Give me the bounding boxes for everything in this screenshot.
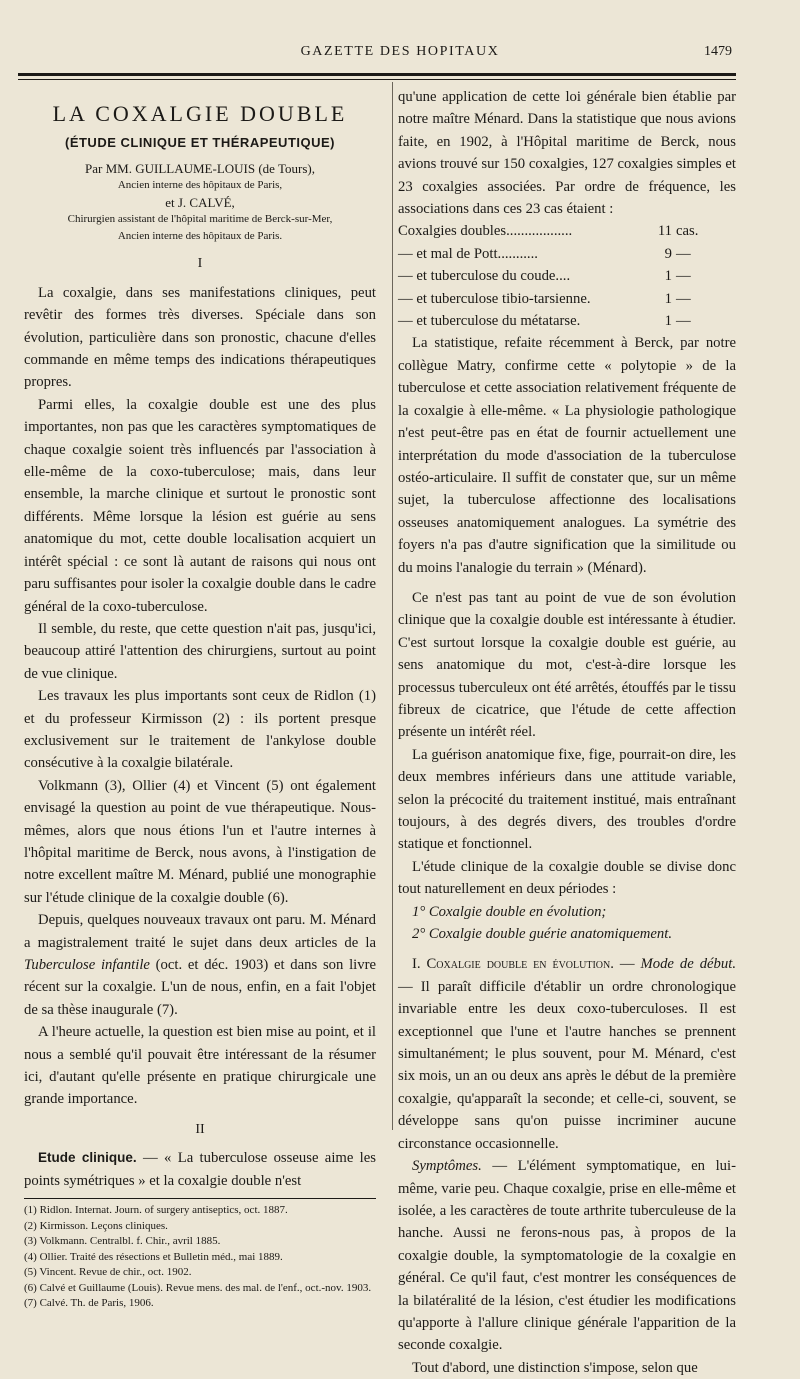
paragraph: La coxalgie, dans ses manifestations cliniques, peut revêtir des formes très diverses. Spéciale dans son évolution, particulière dans son pronostic, chacune d'elles commande en même temps des indications thérapeutiques propres. bbox=[24, 284, 376, 391]
stat-unit: cas. bbox=[676, 223, 699, 240]
section-heading-2: II bbox=[195, 1121, 205, 1137]
footnote: (1) Ridlon. Internat. Journ. of surgery antiseptics, oct. 1887. bbox=[24, 1204, 288, 1217]
header-rule-thin bbox=[18, 79, 736, 80]
spacer bbox=[398, 945, 736, 953]
authors-line: Par MM. GUILLAUME-LOUIS (de Tours), bbox=[85, 161, 315, 177]
stat-unit: — bbox=[676, 245, 691, 262]
header-rule-thick bbox=[18, 73, 736, 76]
paragraph: Parmi elles, la coxalgie double est une des plus importantes, non pas que les caractères symptomatiques de chaque coxalgie soient très influencés par l'association à elle-même de la coxo-tuberculose; mais, dans leur ensemble, la marche clinique et surtout le pronostic sont différents. Même lorsque la lésion est guérie au sens anatomique du mot, cette double localisation acquiert un intérêt spécial : ce sont là autant de raisons qui nous ont paru suffisantes pour isoler la coxalgie double dans le cadre général de la coxo-tuberculose. bbox=[24, 396, 376, 615]
text-run: (oct. et déc. 1903) et dans son livre récent sur la coxalgie. L'un de nous, enfin, en a fait l'objet de sa thèse inaugurale (7). bbox=[24, 957, 376, 1018]
byline bbox=[24, 160, 376, 245]
right-column bbox=[398, 86, 736, 1379]
stat-label: — et tuberculose du coude.... bbox=[398, 268, 571, 285]
text-run: — L'élément symptomatique, en lui-même, varie peu. Chaque coxalgie, prise en elle-même et isolée, a les caractères de toute arthrite tuberculeuse de la hanche. Aussi ne ferons-nous pas, à propos de la coxalgie double, la symptomatologie de la coxalgie en général. Ce qu'il faut, c'est montrer les conséquences de la bilatéralité de la lésion, c'est étudier les modifications qu'apporte à l'allure clinique générale l'apparition de la seconde coxalgie. bbox=[398, 1158, 736, 1354]
stat-count: 11 bbox=[657, 223, 672, 240]
stat-unit: — bbox=[676, 313, 691, 330]
statistics-table bbox=[398, 220, 714, 332]
text-run: Depuis, quelques nouveaux travaux ont paru. M. Ménard a magistralement traité le sujet dans deux articles de la bbox=[24, 912, 376, 951]
author-affiliation: Ancien interne des hôpitaux de Paris. bbox=[117, 230, 283, 243]
subheading: Symptômes. bbox=[412, 1158, 482, 1175]
footnote-rule bbox=[24, 1198, 376, 1199]
stat-unit: — bbox=[676, 290, 691, 307]
paragraph: La guérison anatomique fixe, fige, pourrait-on dire, les deux membres inférieurs dans une attitude variable, selon la précocité du traitement institué, mais entraînant toujours, à des degrés divers, des troubles d'ordre statique et fonctionnel. bbox=[398, 746, 736, 853]
paragraph: Tout d'abord, une distinction s'impose, selon que bbox=[412, 1359, 698, 1376]
subheading: Mode de début. bbox=[640, 956, 737, 973]
table-row bbox=[398, 288, 714, 310]
spacer bbox=[398, 579, 736, 587]
paragraph bbox=[398, 1155, 736, 1357]
paragraph: A l'heure actuelle, la question est bien mise au point, et il nous a semblé qu'il pouvait être intéressant de la résumer ici, d'autant qu'elle présente en pratique chirurgicale une grande importance. bbox=[24, 1024, 376, 1108]
stat-count: 1 bbox=[664, 313, 672, 330]
article-title: LA COXALGIE DOUBLE bbox=[52, 101, 348, 126]
table-row bbox=[398, 220, 714, 242]
paragraph: La statistique, refaite récemment à Berck, par notre collègue Matry, confirme cette « polytopie » de la tuberculose et cette association relativement fréquente de la coxalgie à elle-même. « La physiologie pathologique n'est peut-être pas en état de fournir actuellement une interprétation du mode d'association de la tuberculose ostéo-articulaire. Il suffit de constater que, sur un même sujet, la tuberculose affectionne des localisations osseuses anatomiquement analogues. La symétrie des foyers n'a pas d'autre signification que la similitude ou du moins l'analogie du terrain » (Ménard). bbox=[398, 335, 736, 576]
footnote: (4) Ollier. Traité des résections et Bulletin méd., mai 1889. bbox=[24, 1250, 283, 1263]
stat-label: — et mal de Pott........... bbox=[398, 245, 538, 262]
page-number: 1479 bbox=[704, 44, 732, 59]
paragraph bbox=[24, 1147, 376, 1192]
list-item: 1° Coxalgie double en évolution; bbox=[412, 903, 607, 920]
journal-reference: Tuberculose infantile bbox=[24, 957, 150, 973]
paragraph: Volkmann (3), Ollier (4) et Vincent (5) ont également envisagé la question au point de vue thérapeutique. Nous-mêmes, alors que nous étions l'un et l'autre internes à l'hôpital maritime de Berck, nous avons, à l'instigation de notre excellent maître M. Ménard, publié une monographie sur l'étude clinique de la coxalgie double (6). bbox=[24, 777, 376, 906]
author-affiliation: Ancien interne des hôpitaux de Paris, bbox=[117, 179, 283, 192]
footnote: (6) Calvé et Guillaume (Louis). Revue mens. des mal. de l'enf., oct.-nov. 1903. bbox=[24, 1281, 372, 1294]
paragraph: L'étude clinique de la coxalgie double se divise donc tout naturellement en deux périodes : bbox=[398, 858, 736, 898]
list-item: 2° Coxalgie double guérie anatomiquement. bbox=[412, 926, 673, 943]
footnotes bbox=[24, 1203, 376, 1312]
run-in-heading: I. Coxalgie double en évolution. bbox=[412, 956, 614, 973]
text-run: — « La tuberculose osseuse aime les points symétriques » et la coxalgie double n'est bbox=[24, 1150, 376, 1189]
run-in-heading: Etude clinique. bbox=[38, 1150, 137, 1166]
article-subtitle: (ÉTUDE CLINIQUE ET THÉRAPEUTIQUE) bbox=[64, 135, 335, 150]
footnote: (7) Calvé. Th. de Paris, 1906. bbox=[24, 1297, 154, 1310]
stat-label: Coxalgies doubles.................. bbox=[398, 223, 573, 240]
section-heading-1: I bbox=[197, 256, 203, 272]
paragraph: Ce n'est pas tant au point de vue de son évolution clinique que la coxalgie double est intéressante à étudier. C'est surtout lorsque la coxalgie double est guérie, au sens anatomique du mot, c'est-à-dire lorsque les processus tuberculeux ont été arrêtés, étouffés par le tissu fibreux de cicatrice, que l'étude de cette affection présente un intérêt réel. bbox=[398, 589, 736, 741]
journal-title: GAZETTE DES HOPITAUX bbox=[300, 44, 500, 59]
table-row bbox=[398, 310, 714, 332]
stat-count: 1 bbox=[664, 290, 672, 307]
stat-unit: — bbox=[676, 268, 691, 285]
paragraph: Les travaux les plus importants sont ceux de Ridlon (1) et du professeur Kirmisson (2) : ils portent presque exclusivement sur le traitement de l'ankylose double consécutive à la coxalgie bilatérale. bbox=[24, 688, 376, 772]
text-run: — Il paraît difficile d'établir un ordre chronologique invariable entre les deux coxo-tuberculoses. Il est exceptionnel que l'une et l'autre hanches se prennent simultanément; le plus souvent, pour M. Ménard, c'est six mois, un an ou deux ans après le début de la première coxalgie, qu'apparaît la seconde; et celle-ci, souvent, se développe sans qu'on puisse incriminer aucune circonstance occasionnelle. bbox=[398, 978, 736, 1152]
paragraph bbox=[24, 909, 376, 1021]
table-row bbox=[398, 243, 714, 265]
left-column bbox=[24, 86, 376, 1312]
stat-label: — et tuberculose tibio-tarsienne. bbox=[398, 290, 591, 307]
table-row bbox=[398, 265, 714, 287]
stat-count: 1 bbox=[664, 268, 672, 285]
author-affiliation: Chirurgien assistant de l'hôpital maritime de Berck-sur-Mer, bbox=[67, 213, 333, 226]
stat-label: — et tuberculose du métatarse. bbox=[398, 313, 581, 330]
running-head bbox=[0, 44, 800, 68]
footnote: (2) Kirmisson. Leçons cliniques. bbox=[24, 1219, 168, 1232]
paragraph: I. Coxalgie double en évolution. — Mode de début. — Il paraît difficile d'établir un ordre chronologique invariable entre les deux coxo-tuberculoses. Il est exceptionnel que l'une et l'autre hanches se prennent simultanément; le plus souvent, pour M. Ménard, c'est six mois, un an ou deux ans après le début de la première coxalgie, qu'apparaît la seconde; et celle-ci, souvent, se développe sans qu'on puisse incriminer aucune circonstance occasionnelle. bbox=[398, 956, 737, 1152]
authors-line: et J. CALVÉ, bbox=[165, 195, 235, 211]
column-divider bbox=[392, 82, 393, 1130]
footnote: (3) Volkmann. Centralbl. f. Chir., avril 1885. bbox=[24, 1235, 221, 1248]
paragraph: Il semble, du reste, que cette question n'ait pas, jusqu'ici, beaucoup attiré l'attention des chirurgiens, surtout au point de vue clinique. bbox=[24, 620, 376, 682]
paragraph: qu'une application de cette loi générale bien établie par notre maître Ménard. Dans la statistique que nous avions faite, en 1902, à l'Hôpital maritime de Berck, nous avions trouvé sur 150 coxalgies, 127 coxalgies simples et 23 coxalgies associées. Par ordre de fréquence, les associations dans ces 23 cas étaient : bbox=[398, 89, 736, 218]
footnote: (5) Vincent. Revue de chir., oct. 1902. bbox=[24, 1266, 192, 1279]
stat-count: 9 bbox=[664, 245, 672, 262]
